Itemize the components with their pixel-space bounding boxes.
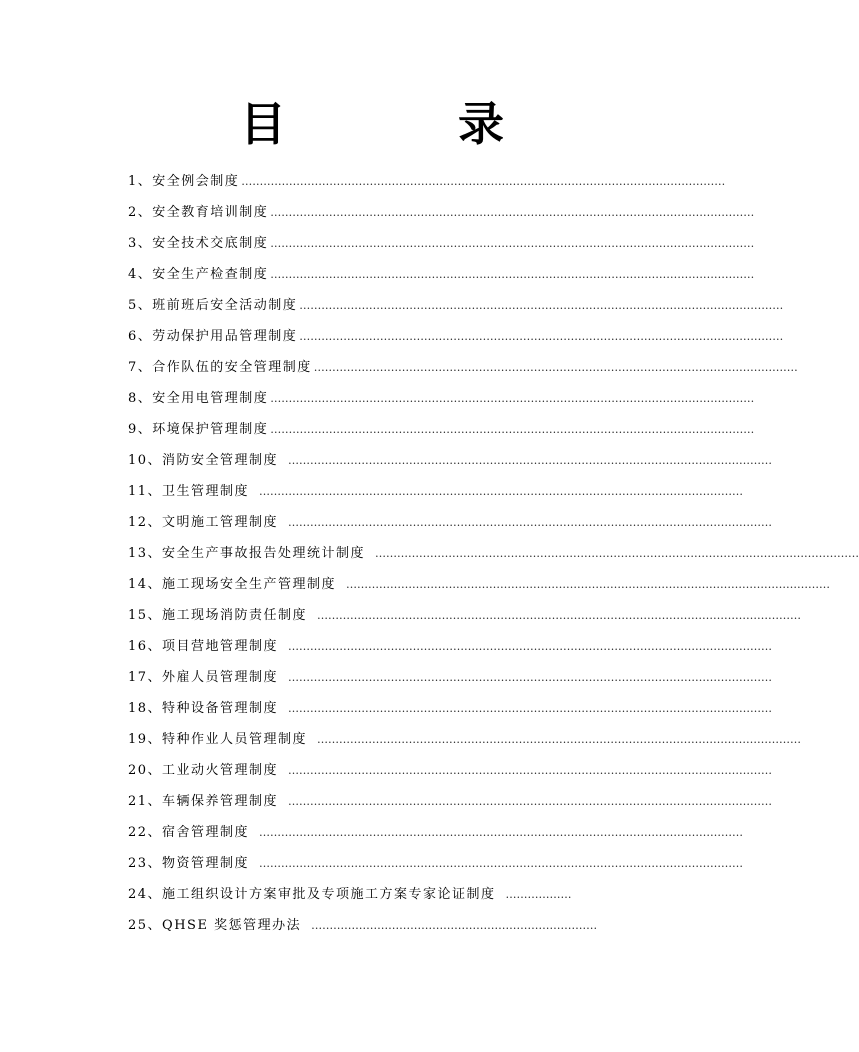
toc-entry[interactable] [128, 910, 646, 941]
toc-entry-label: 17、外雇人员管理制度 [128, 670, 279, 685]
table-of-contents [128, 166, 859, 941]
toc-entry-label: 20、工业动火管理制度 [128, 763, 279, 778]
toc-dot-leader: …………………………………………………………………………………………………………………… [270, 423, 755, 436]
toc-entry[interactable] [128, 290, 784, 321]
toc-entry[interactable] [128, 352, 798, 383]
toc-entry-label: 7、合作队伍的安全管理制度 [128, 360, 312, 375]
toc-entry[interactable] [128, 879, 646, 910]
toc-entry-label: 11、卫生管理制度 [128, 484, 250, 499]
toc-dot-leader: …………………………………………………………………………………………………………………… [270, 206, 755, 219]
toc-dot-leader: …………………………………………………………………………………………………………………… [288, 454, 773, 467]
toc-entry[interactable] [128, 848, 744, 879]
toc-entry-label: 24、施工组织设计方案审批及专项施工方案专家论证制度 [128, 887, 496, 902]
toc-entry-label: 2、安全教育培训制度 [128, 205, 269, 220]
toc-dot-leader: …………………………………………………………………………………………………………………… [313, 361, 798, 374]
toc-entry[interactable] [128, 259, 755, 290]
toc-dot-leader: …………………………………………………………………………………………………………………… [317, 733, 802, 746]
toc-entry-label: 8、安全用电管理制度 [128, 391, 269, 406]
toc-dot-leader: …………………………………………………………………………………………………………………… [299, 299, 784, 312]
toc-entry-label: 23、物资管理制度 [128, 856, 250, 871]
toc-entry[interactable] [128, 507, 773, 538]
toc-entry[interactable] [128, 755, 773, 786]
toc-entry-label: 25、QHSE 奖惩管理办法 [128, 918, 302, 933]
toc-entry-label: 18、特种设备管理制度 [128, 701, 279, 716]
toc-entry-label: 14、施工现场安全生产管理制度 [128, 577, 337, 592]
page-title: 目 录 [239, 97, 582, 151]
toc-entry-label: 13、安全生产事故报告处理统计制度 [128, 546, 366, 561]
toc-entry[interactable] [128, 228, 755, 259]
toc-entry[interactable] [128, 786, 773, 817]
toc-entry-label: 4、安全生产检查制度 [128, 267, 269, 282]
toc-dot-leader: …………………………………………………………………………………………………………………… [288, 516, 773, 529]
toc-entry-label: 10、消防安全管理制度 [128, 453, 279, 468]
toc-entry-label: 19、特种作业人员管理制度 [128, 732, 308, 747]
toc-entry[interactable] [128, 476, 744, 507]
toc-dot-leader: …………………………………………………………………………………………………………………… [288, 671, 773, 684]
toc-entry[interactable] [128, 197, 755, 228]
toc-dot-leader: …………………………………………………………………………………………………………………… [317, 609, 802, 622]
toc-entry[interactable] [128, 724, 802, 755]
toc-dot-leader: …………………………………………………………………………………………………………………… [288, 764, 773, 777]
toc-entry-label: 9、环境保护管理制度 [128, 422, 269, 437]
toc-entry[interactable] [128, 383, 755, 414]
toc-entry[interactable] [128, 445, 773, 476]
toc-dot-leader: …………………………………………………………………………………………………………………… [299, 330, 784, 343]
toc-entry[interactable] [128, 817, 744, 848]
toc-entry-label: 21、车辆保养管理制度 [128, 794, 279, 809]
toc-entry-label: 3、安全技术交底制度 [128, 236, 269, 251]
toc-entry[interactable] [128, 321, 784, 352]
toc-entry-label: 1、安全例会制度 [128, 174, 240, 189]
toc-entry-label: 16、项目营地管理制度 [128, 639, 279, 654]
toc-dot-leader: …………………………………………………………………………………………………………………… [241, 175, 726, 188]
toc-dot-leader: …………………………………………………………………………………………………………………… [259, 826, 744, 839]
toc-entry[interactable] [128, 662, 773, 693]
toc-dot-leader: …………………………………………………………………………………………………………………… [270, 268, 755, 281]
toc-dot-leader: …………………………………………………………………………………………………………………… [288, 795, 773, 808]
toc-dot-leader: …………………………………………………………………………………………………………………… [270, 392, 755, 405]
toc-entry-label: 15、施工现场消防责任制度 [128, 608, 308, 623]
toc-entry-label: 12、文明施工管理制度 [128, 515, 279, 530]
toc-entry[interactable] [128, 166, 726, 197]
toc-entry-label: 22、宿舍管理制度 [128, 825, 250, 840]
toc-entry[interactable] [128, 538, 859, 569]
toc-dot-leader: …………………………………………………………………… [311, 919, 598, 932]
toc-dot-leader: …………………………………………………………………………………………………………………… [375, 547, 859, 560]
toc-entry[interactable] [128, 631, 773, 662]
toc-dot-leader: …………………………………………………………………………………………………………………… [346, 578, 831, 591]
toc-entry[interactable] [128, 693, 773, 724]
toc-entry[interactable] [128, 569, 831, 600]
toc-dot-leader: …………………………………………………………………………………………………………………… [259, 485, 744, 498]
toc-dot-leader: …………………………………………………………………………………………………………………… [259, 857, 744, 870]
toc-entry-label: 6、劳动保护用品管理制度 [128, 329, 298, 344]
toc-dot-leader: …………………………………………………………………………………………………………………… [270, 237, 755, 250]
toc-dot-leader: …………………………………………………………………………………………………………………… [288, 702, 773, 715]
toc-dot-leader: …………………………………………………………………………………………………………………… [288, 640, 773, 653]
toc-entry[interactable] [128, 600, 802, 631]
toc-dot-leader: ……………… [505, 888, 572, 901]
toc-entry[interactable] [128, 414, 755, 445]
toc-entry-label: 5、班前班后安全活动制度 [128, 298, 298, 313]
